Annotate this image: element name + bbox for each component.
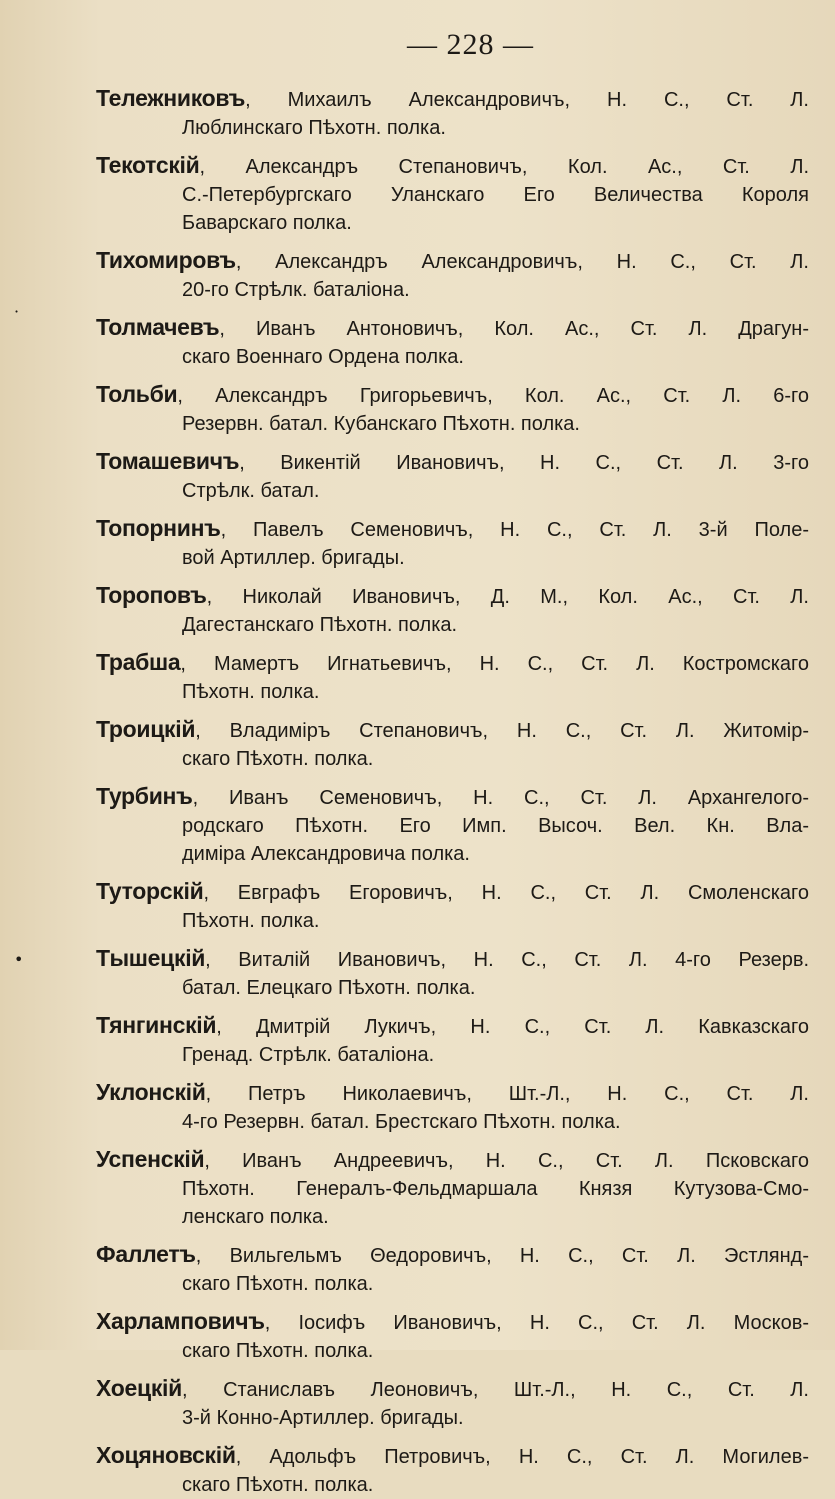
list-item — [96, 648, 809, 706]
entry-first-line — [96, 1240, 809, 1270]
entry-continuation-line: Стрѣлк. батал. — [182, 480, 320, 502]
surname: Тышецкій — [96, 945, 206, 971]
surname: Хоецкій — [96, 1375, 182, 1401]
entry-details: , Михаилъ Александровичъ, Н. С., Ст. Л. — [245, 89, 809, 111]
entry-continuation-line: вой Артиллер. бригады. — [182, 547, 405, 569]
entry-continuation-line: 4-го Резервн. батал. Брестскаго Пѣхотн. полка. — [182, 1111, 621, 1133]
entry-first-line — [96, 246, 809, 276]
surname: Харламповичъ — [96, 1308, 265, 1334]
surname: Тихомировъ — [96, 247, 236, 273]
entry-details: , Николай Ивановичъ, Д. М., Кол. Ас., Ст. Л. — [206, 586, 809, 608]
entry-first-line — [96, 715, 809, 745]
entry-list — [96, 84, 809, 1499]
list-item — [96, 1145, 809, 1231]
entry-details: , Александръ Григорьевичъ, Кол. Ас., Ст. Л. 6-го — [177, 385, 809, 407]
entry-continuation-line: Баварскаго полка. — [182, 212, 352, 234]
entry-first-line — [96, 648, 809, 678]
surname: Топорнинъ — [96, 515, 221, 541]
page-number: — 228 — — [407, 28, 534, 61]
entry-details: , Адольфъ Петровичъ, Н. С., Ст. Л. Могилев- — [235, 1446, 809, 1468]
entry-first-line — [96, 151, 809, 181]
entry-continuation-line: скаго Пѣхотн. полка. — [182, 748, 374, 770]
surname: Успенскій — [96, 1146, 205, 1172]
entry-details: , Мамертъ Игнатьевичъ, Н. С., Ст. Л. Костромскаго — [180, 653, 809, 675]
entry-details: , Павелъ Семеновичъ, Н. С., Ст. Л. 3-й Поле- — [220, 519, 809, 541]
list-item — [96, 1078, 809, 1136]
entry-continuation-line: скаго Пѣхотн. полка. — [182, 1340, 374, 1362]
list-item — [96, 1240, 809, 1298]
entry-first-line — [96, 1078, 809, 1108]
entry-continuation-line: 3-й Конно-Артиллер. бригады. — [182, 1407, 464, 1429]
entry-continuation-line: 20-го Стрѣлк. баталіона. — [182, 279, 410, 301]
surname: Тольби — [96, 381, 178, 407]
entry-first-line — [96, 1307, 809, 1337]
list-item — [96, 581, 809, 639]
surname: Уклонскій — [96, 1079, 206, 1105]
entry-details: , Иванъ Семеновичъ, Н. С., Ст. Л. Архангелого- — [192, 787, 809, 809]
surname: Трабша — [96, 649, 181, 675]
entry-details: , Евграфъ Егоровичъ, Н. С., Ст. Л. Смоленскаго — [203, 882, 809, 904]
stray-mark: • — [14, 950, 24, 969]
entry-details: , Петръ Николаевичъ, Шт.-Л., Н. С., Ст. Л. — [205, 1083, 809, 1105]
entry-continuation-line: Пѣхотн. полка. — [182, 681, 320, 703]
entry-first-line — [96, 313, 809, 343]
entry-details: , Александръ Степановичъ, Кол. Ас., Ст. Л. — [199, 156, 809, 178]
entry-first-line — [96, 1374, 809, 1404]
entry-details: , Дмитрій Лукичъ, Н. С., Ст. Л. Кавказскаго — [216, 1016, 809, 1038]
list-item — [96, 1374, 809, 1432]
entry-first-line — [96, 1011, 809, 1041]
surname: Турбинъ — [96, 783, 193, 809]
surname: Текотскій — [96, 152, 200, 178]
entry-details: , Иванъ Андреевичъ, Н. С., Ст. Л. Псковскаго — [204, 1150, 809, 1172]
list-item — [96, 877, 809, 935]
surname: Тороповъ — [96, 582, 207, 608]
entry-details: , Иванъ Антоновичъ, Кол. Ас., Ст. Л. Драгун- — [219, 318, 809, 340]
surname: Тележниковъ — [96, 85, 246, 111]
surname: Толмачевъ — [96, 314, 220, 340]
entry-first-line — [96, 84, 809, 114]
list-item — [96, 1307, 809, 1365]
surname: Троицкій — [96, 716, 196, 742]
entry-details: , Вильгельмъ Θедоровичъ, Н. С., Ст. Л. Эстлянд- — [195, 1245, 809, 1267]
entry-details: , Іосифъ Ивановичъ, Н. С., Ст. Л. Москов- — [264, 1312, 809, 1334]
entry-details: , Станиславъ Леоновичъ, Шт.-Л., Н. С., Ст. Л. — [181, 1379, 809, 1401]
entry-first-line — [96, 581, 809, 611]
entry-continuation-line: скаго Военнаго Ордена полка. — [182, 346, 464, 368]
entry-continuation-line: С.-Петербургскаго Уланскаго Его Величества Короля — [182, 184, 809, 206]
surname: Томашевичъ — [96, 448, 240, 474]
entry-continuation-line: Люблинскаго Пѣхотн. полка. — [182, 117, 446, 139]
entry-continuation-line: Пѣхотн. полка. — [182, 910, 320, 932]
list-item — [96, 246, 809, 304]
list-item — [96, 151, 809, 237]
entry-continuation-line: Резервн. батал. Кубанскаго Пѣхотн. полка. — [182, 413, 580, 435]
entry-continuation-line: диміра Александровича полка. — [182, 843, 470, 865]
list-item — [96, 782, 809, 868]
entry-continuation-line: Гренад. Стрѣлк. баталіона. — [182, 1044, 435, 1066]
entry-continuation-line: Пѣхотн. Генералъ-Фельдмаршала Князя Кутузова-Смо- — [182, 1178, 809, 1200]
entry-details: , Викентій Ивановичъ, Н. С., Ст. Л. 3-го — [239, 452, 809, 474]
entry-continuation-line: ленскаго полка. — [182, 1206, 329, 1228]
entry-details: , Владиміръ Степановичъ, Н. С., Ст. Л. Житомір- — [195, 720, 809, 742]
list-item — [96, 514, 809, 572]
entry-details: , Виталій Ивановичъ, Н. С., Ст. Л. 4-го Резерв. — [205, 949, 809, 971]
entry-first-line — [96, 1145, 809, 1175]
list-item — [96, 1011, 809, 1069]
entry-continuation-line: скаго Пѣхотн. полка. — [182, 1474, 374, 1496]
surname: Хоцяновскій — [96, 1442, 236, 1468]
surname: Туторскій — [96, 878, 204, 904]
stray-mark: · — [14, 302, 20, 321]
entry-continuation-line: скаго Пѣхотн. полка. — [182, 1273, 374, 1295]
entry-continuation-line: родскаго Пѣхотн. Его Имп. Высоч. Вел. Кн. Вла- — [182, 815, 809, 837]
entry-first-line — [96, 944, 809, 974]
entry-first-line — [96, 877, 809, 907]
entry-continuation-line: Дагестанскаго Пѣхотн. полка. — [182, 614, 458, 636]
list-item — [96, 1441, 809, 1499]
list-item — [96, 313, 809, 371]
list-item — [96, 447, 809, 505]
entry-continuation-line: батал. Елецкаго Пѣхотн. полка. — [182, 977, 476, 999]
entry-details: , Александръ Александровичъ, Н. С., Ст. Л. — [235, 251, 809, 273]
list-item — [96, 84, 809, 142]
surname: Тянгинскій — [96, 1012, 217, 1038]
surname: Фаллетъ — [96, 1241, 196, 1267]
entry-first-line — [96, 514, 809, 544]
list-item — [96, 380, 809, 438]
entry-first-line — [96, 782, 809, 812]
entry-first-line — [96, 447, 809, 477]
entry-first-line — [96, 380, 809, 410]
list-item — [96, 944, 809, 1002]
entry-first-line — [96, 1441, 809, 1471]
list-item — [96, 715, 809, 773]
